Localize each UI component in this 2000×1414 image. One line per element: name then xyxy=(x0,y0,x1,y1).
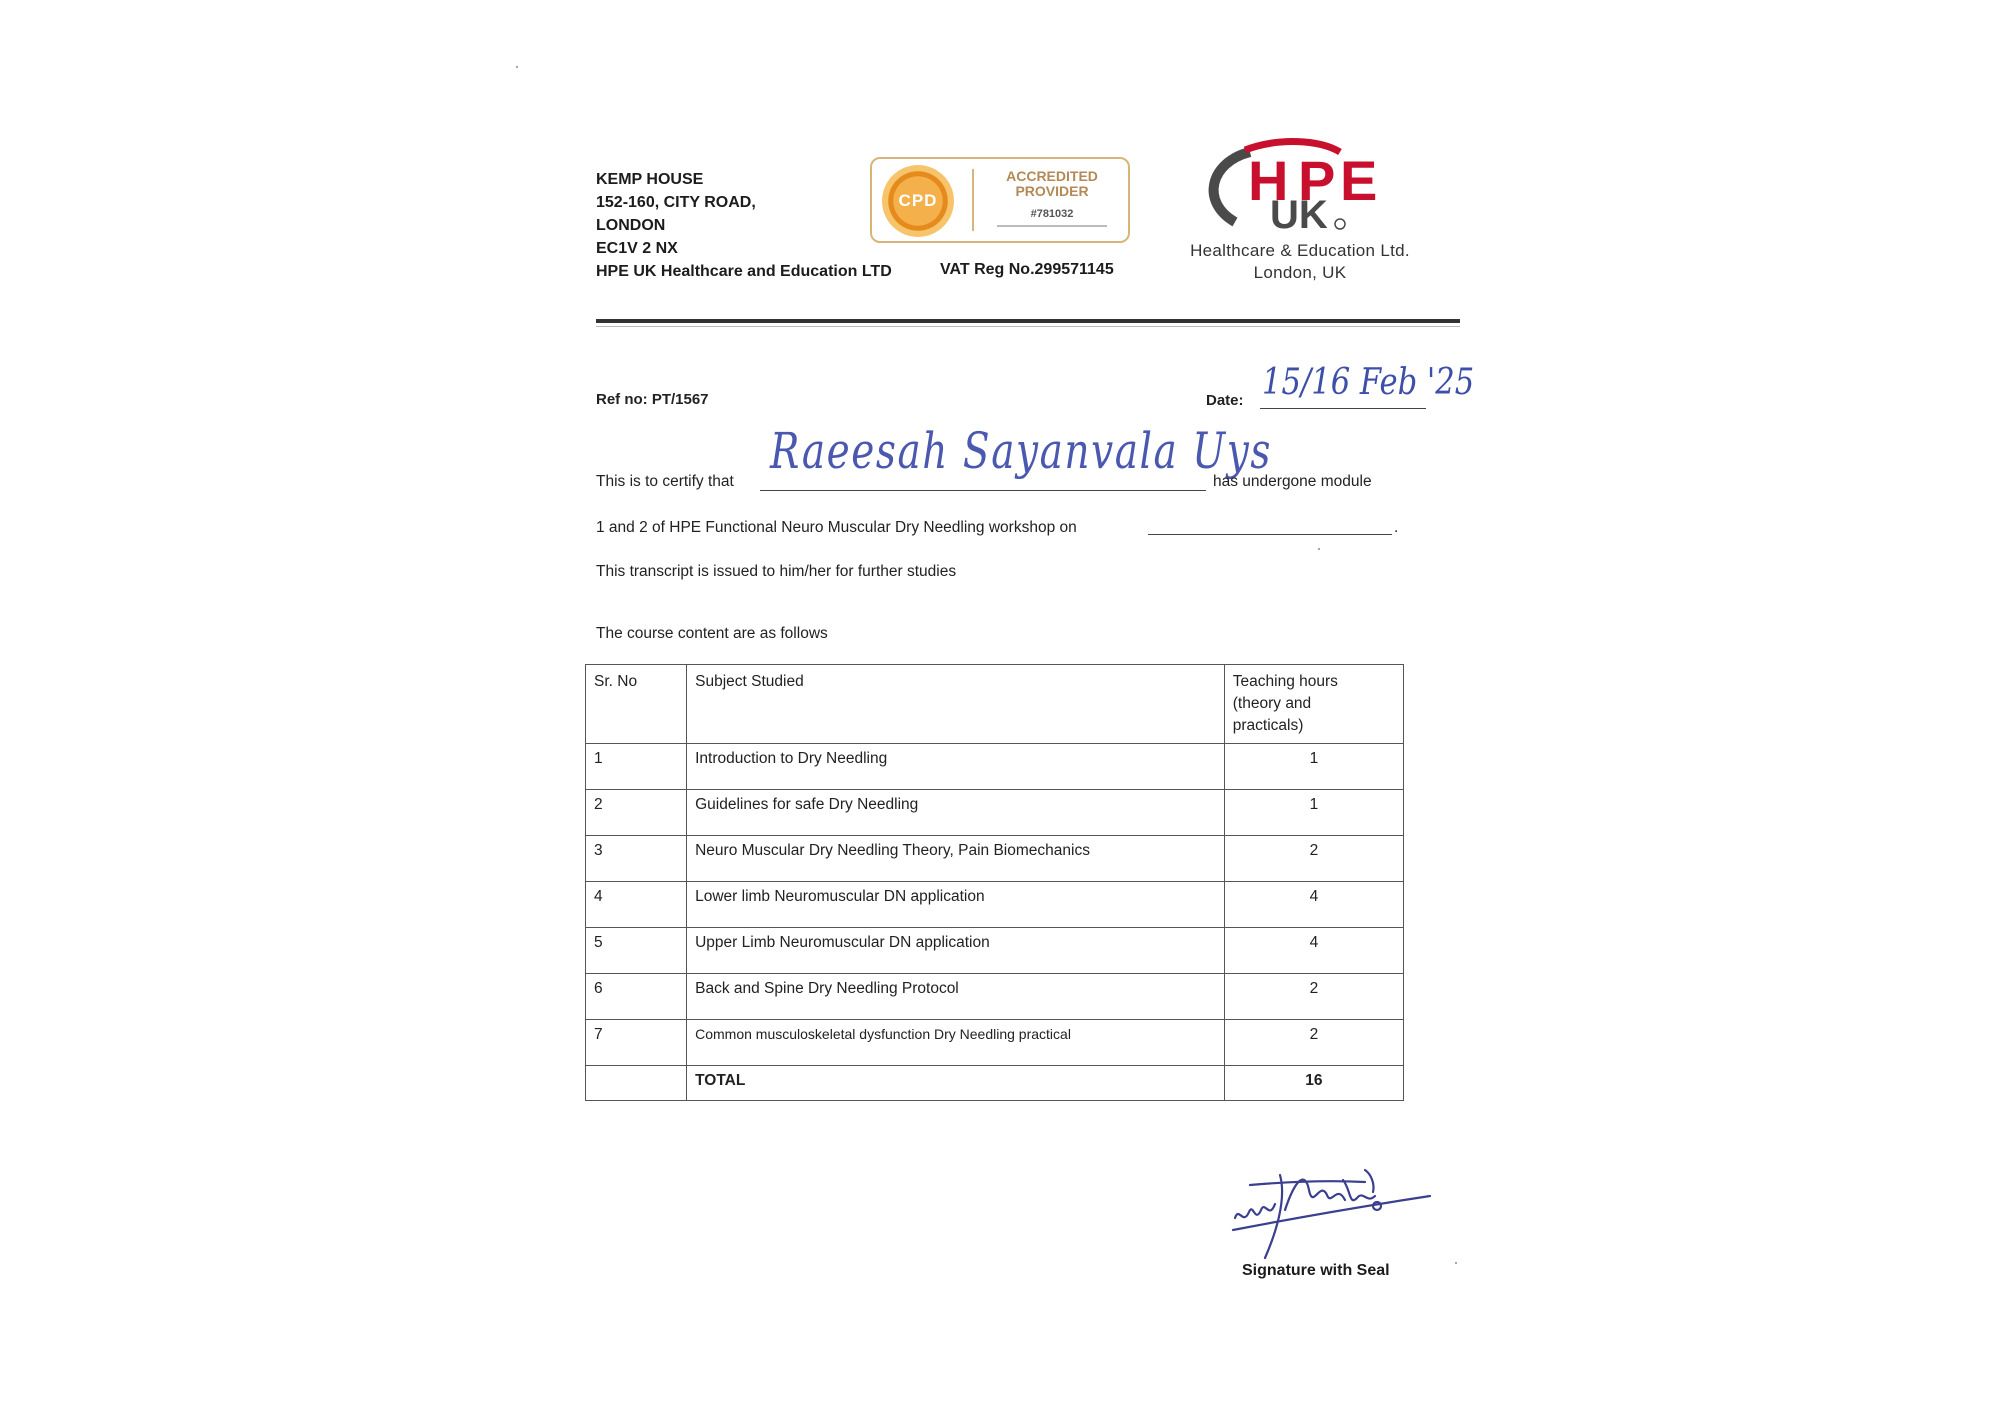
badge-fine-print xyxy=(997,225,1107,227)
vat-number: VAT Reg No.299571145 xyxy=(940,261,1114,278)
reference-number: Ref no: PT/1567 xyxy=(596,391,709,408)
hours-cell: 1 xyxy=(1224,744,1403,790)
badge-number: #781032 xyxy=(1030,208,1074,220)
total-hours: 16 xyxy=(1224,1066,1403,1101)
header-hours-line: Teaching hours xyxy=(1232,673,1338,690)
handwritten-name: Raeesah Sayanvala Uys xyxy=(770,422,1272,480)
svg-text:H: H xyxy=(1248,149,1289,212)
transcript-note: This transcript is issued to him/her for further studies xyxy=(596,563,957,580)
logo-subtitle-line-1: Healthcare & Education Ltd. xyxy=(1190,241,1410,260)
date-label: Date: xyxy=(1206,392,1244,409)
date-underline xyxy=(1260,408,1426,409)
address-line: EC1V 2 NX xyxy=(596,240,678,257)
hours-cell: 4 xyxy=(1224,882,1403,928)
workshop-date-blank xyxy=(1148,534,1392,535)
logo-subtitle xyxy=(1150,240,1450,284)
signature-label: Signature with Seal xyxy=(1242,1262,1390,1279)
line-end-period: . xyxy=(1394,519,1399,536)
company-name: HPE UK Healthcare and Education LTD xyxy=(596,263,892,280)
table-row xyxy=(586,1020,1404,1066)
sr-cell: 4 xyxy=(586,882,687,928)
badge-divider xyxy=(972,169,974,231)
address-line: LONDON xyxy=(596,217,666,234)
svg-text:E: E xyxy=(1340,149,1378,212)
scan-speck xyxy=(1455,1262,1457,1264)
hours-cell: 2 xyxy=(1224,974,1403,1020)
header-subject: Subject Studied xyxy=(687,665,1225,744)
subject-cell: Back and Spine Dry Needling Protocol xyxy=(687,974,1225,1020)
subject-cell: Neuro Muscular Dry Needling Theory, Pain Biomechanics xyxy=(687,836,1225,882)
logo-subtitle-line-2: London, UK xyxy=(1253,263,1347,282)
subject-cell: Introduction to Dry Needling xyxy=(687,744,1225,790)
sr-cell: 2 xyxy=(586,790,687,836)
course-intro: The course content are as follows xyxy=(596,625,828,642)
table-row xyxy=(586,882,1404,928)
handwritten-date: 15/16 Feb '25 xyxy=(1262,362,1475,403)
subject-cell: Lower limb Neuromuscular DN application xyxy=(687,882,1225,928)
header-divider xyxy=(596,319,1460,323)
certify-workshop-line: 1 and 2 of HPE Functional Neuro Muscular Dry Needling workshop on xyxy=(596,519,1077,536)
hours-cell: 4 xyxy=(1224,928,1403,974)
total-label: TOTAL xyxy=(687,1066,1225,1101)
svg-text:UK: UK xyxy=(1270,193,1328,237)
header-sr-no: Sr. No xyxy=(586,665,687,744)
sr-cell: 5 xyxy=(586,928,687,974)
sr-cell: 7 xyxy=(586,1020,687,1066)
course-content-table xyxy=(585,664,1404,1101)
cpd-seal-text: CPD xyxy=(898,191,938,210)
badge-title xyxy=(982,169,1122,199)
address-line: 152-160, CITY ROAD, xyxy=(596,194,756,211)
total-empty-cell xyxy=(586,1066,687,1101)
table-row xyxy=(586,928,1404,974)
address-line: KEMP HOUSE xyxy=(596,171,704,188)
cpd-seal-icon xyxy=(882,165,954,237)
sr-cell: 1 xyxy=(586,744,687,790)
header-divider-shadow xyxy=(596,326,1460,327)
subject-cell: Guidelines for safe Dry Needling xyxy=(687,790,1225,836)
svg-text:P: P xyxy=(1298,149,1336,212)
signature-icon xyxy=(1225,1140,1435,1270)
table-header-row xyxy=(586,665,1404,744)
hours-cell: 1 xyxy=(1224,790,1403,836)
table-row xyxy=(586,790,1404,836)
badge-line-1: ACCREDITED xyxy=(1006,168,1098,184)
sr-cell: 6 xyxy=(586,974,687,1020)
sr-cell: 3 xyxy=(586,836,687,882)
table-total-row xyxy=(586,1066,1404,1101)
header-hours xyxy=(1224,665,1403,744)
header-hours-line: practicals) xyxy=(1232,717,1304,734)
hours-cell: 2 xyxy=(1224,836,1403,882)
scan-speck xyxy=(516,66,518,68)
certify-suffix: has undergone module xyxy=(1213,473,1372,490)
company-address xyxy=(596,168,892,283)
hours-cell: 2 xyxy=(1224,1020,1403,1066)
subject-cell: Common musculoskeletal dysfunction Dry Needling practical xyxy=(687,1020,1225,1066)
name-underline xyxy=(760,490,1206,491)
scan-speck xyxy=(1318,548,1320,550)
certify-prefix: This is to certify that xyxy=(596,473,734,490)
hpe-uk-logo-icon xyxy=(1190,132,1410,242)
header-hours-line: (theory and xyxy=(1232,695,1312,712)
table-row xyxy=(586,974,1404,1020)
cpd-accredited-badge xyxy=(870,157,1130,243)
subject-cell: Upper Limb Neuromuscular DN application xyxy=(687,928,1225,974)
table-row xyxy=(586,744,1404,790)
table-row xyxy=(586,836,1404,882)
badge-line-2: PROVIDER xyxy=(1015,183,1089,199)
